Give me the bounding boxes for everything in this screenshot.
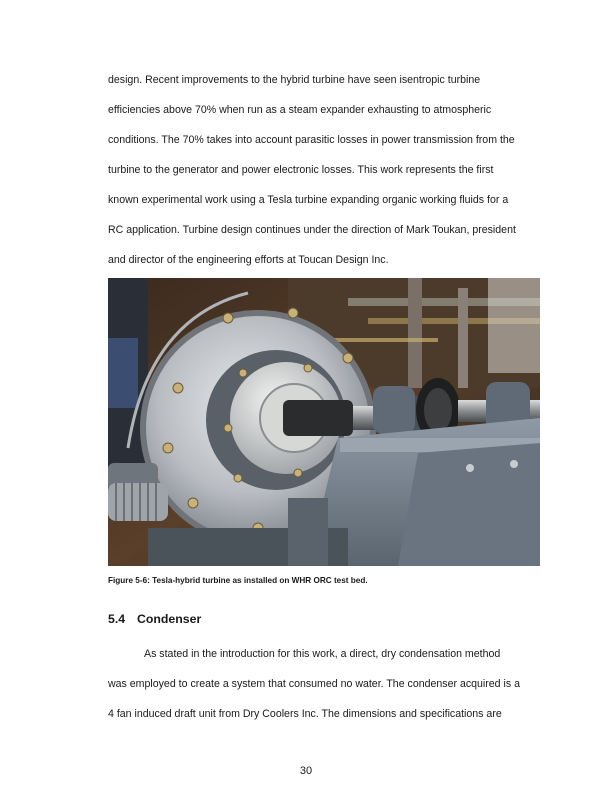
section-title: Condenser [137, 612, 202, 626]
text-line: design. Recent improvements to the hybrid turbine have seen isentropic turbine [108, 74, 481, 86]
text-line: RC application. Turbine design continues under the direction of Mark Toukan, president [108, 224, 516, 236]
section-number: 5.4 [108, 612, 126, 626]
text-line: As stated in the introduction for this work, a direct, dry condensation method [144, 648, 501, 660]
text-line: was employed to create a system that consumed no water. The condenser acquired is a [108, 678, 521, 690]
text-line: 4 fan induced draft unit from Dry Coolers Inc. The dimensions and specifications are [108, 708, 502, 720]
text-line: conditions. The 70% takes into account parasitic losses in power transmission from the [108, 134, 515, 146]
turbine-photo [108, 278, 540, 566]
text-line: efficiencies above 70% when run as a steam expander exhausting to atmospheric [108, 104, 492, 116]
text-line: turbine to the generator and power electronic losses. This work represents the first [108, 164, 494, 176]
figure-caption: Figure 5-6: Tesla-hybrid turbine as installed on WHR ORC test bed. [108, 576, 368, 585]
page-number: 30 [299, 765, 313, 777]
text-line: known experimental work using a Tesla turbine expanding organic working fluids for a [108, 194, 509, 206]
text-line: and director of the engineering efforts at Toucan Design Inc. [108, 254, 389, 266]
section-heading [108, 612, 201, 626]
